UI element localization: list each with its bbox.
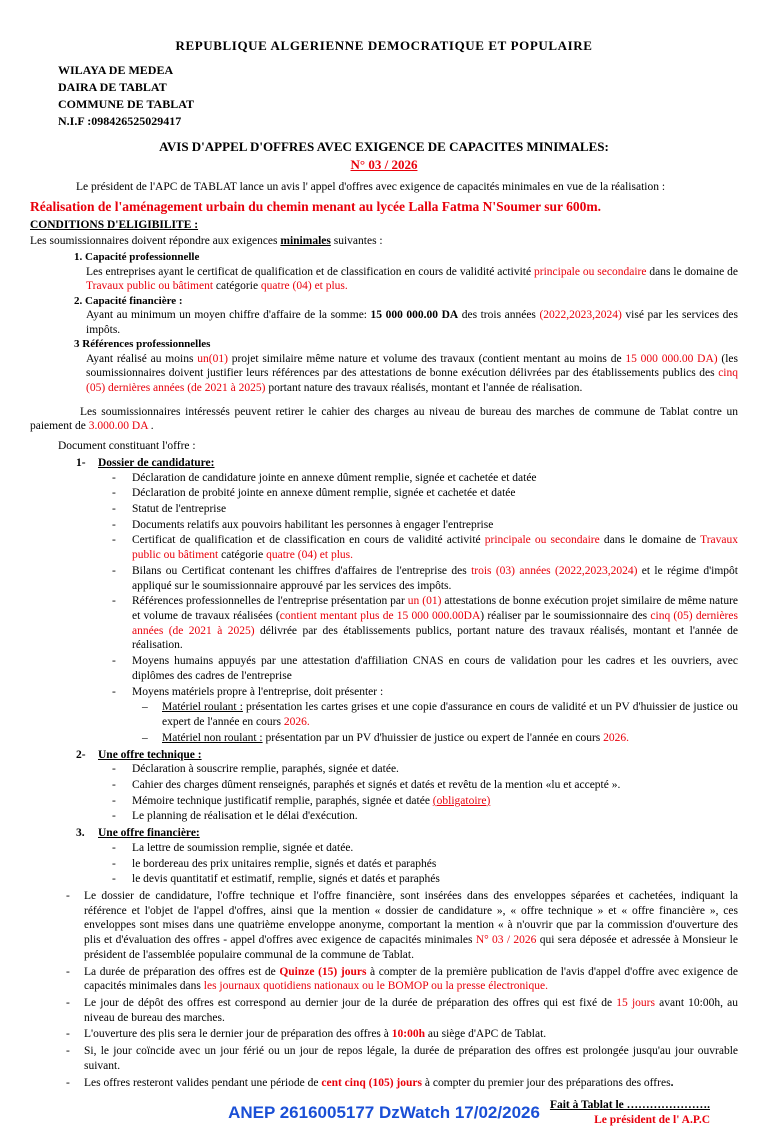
cap-pro-domaine: Travaux public ou bâtiment — [86, 280, 214, 293]
text-run: attestations de bonne exécution projet similaire de même nature et volume de travaux réalisées ( — [132, 595, 739, 623]
text-run: cinq (05) dernières années (de 2021 à 2025) — [132, 610, 738, 637]
text-run: Quinze (15) jours — [279, 965, 367, 978]
section-2-heading — [76, 748, 738, 763]
capacite-financiere-body — [86, 308, 738, 337]
text-run: Références professionnelles de l'entreprise présentation par — [132, 595, 408, 608]
text-run: 10:00h — [391, 1028, 425, 1041]
cap-fin-t3: des trois années — [458, 309, 540, 322]
list-item — [60, 965, 738, 994]
list-item — [60, 996, 738, 1025]
text-run: présentation les cartes grises et une copie d'assurance en cours de validité et un PV d'huissier de justice ou expert de l'année en cours — [162, 701, 738, 729]
list-item — [140, 700, 738, 729]
retrait-cahier-charges — [30, 405, 738, 434]
list-item — [108, 685, 738, 700]
text-run: Matériel non roulant : — [162, 731, 263, 744]
text-run: les journaux quotidiens nationaux ou le BOMOP ou la presse électronique. — [203, 980, 548, 993]
cap-pro-t1: Les entreprises ayant le certificat de qualification et de classification en cours de validité activité — [86, 265, 534, 278]
text-run: catégorie — [218, 549, 267, 562]
text-run: Statut de l'entreprise — [132, 503, 227, 515]
text-run: 10:00h — [688, 997, 721, 1009]
text-run: et le régime d'impôt appliqué sur le soumissionnaire approuvé par les services des impôts. — [132, 564, 738, 592]
text-run: Si, le jour coïncide avec un jour férié ou un jour de repos légale, la durée de préparation des offres est prolongée jusqu'au jour ouvrable suivant. — [84, 1045, 738, 1072]
list-item — [60, 1044, 738, 1073]
text-run: présentation par un PV d'huissier de justice ou expert de l'année en cours — [262, 731, 604, 744]
daira-line: DAIRA DE TABLAT — [58, 79, 167, 94]
closing-list — [60, 889, 738, 1090]
wilaya-line: WILAYA DE MEDEA — [58, 62, 174, 77]
cap-pro-categorie: quatre (04) et plus. — [260, 280, 348, 293]
cap-pro-title: Capacité professionnelle — [85, 251, 200, 264]
text-run: Le dossier de candidature, l'offre technique et l'offre financière, sont insérées dans des enveloppes séparées et cachetées, indiquant la référence et l'objet de l'appel d'offres, ainsi que la mention « dossier de candidature », « offre technique » et « offre financière », ces enveloppes sont mises dans une quatrième enveloppe anonyme, comportant la mention « à n'ouvrir que par la commission d'ouverture des plis et d'évaluation des offres - appel d'offres avec exigence de capacités minimales — [84, 889, 738, 947]
ref-pro-t7: portant nature des travaux réalisés, montant et l'année de réalisation. — [265, 381, 583, 394]
text-run: quatre (04) et plus. — [266, 549, 353, 562]
list-item — [108, 841, 738, 856]
conditions-intro-a: Les soumissionnaires doivent répondre aux exigences — [30, 234, 281, 247]
text-run: Matériel roulant : — [162, 701, 243, 714]
section-2-list — [108, 762, 738, 824]
avis-title: AVIS D'APPEL D'OFFRES AVEC EXIGENCE DE CAPACITES MINIMALES: — [159, 138, 609, 154]
cap-pro-num: 1. — [74, 251, 83, 264]
list-item — [60, 889, 738, 963]
ref-pro-annees: cinq (05) dernières années (de 2021 à 2025) — [86, 367, 738, 394]
list-item — [108, 518, 738, 533]
cap-pro-activite: principale ou secondaire — [534, 265, 647, 278]
text-run: le devis quantitatif et estimatif, remplie, signés et datés et paraphés — [132, 873, 440, 886]
ref-pro-t5: (les soumissionnaires doivent justifier leurs références par des attestations de bonne exécution délivrées par des établissements publics des — [86, 352, 738, 380]
text-run: L'ouverture des plis sera le dernier jour de préparation des offres à — [84, 1028, 392, 1041]
text-run: N° 03 / 2026 — [475, 934, 537, 947]
text-run: La lettre de soumission remplie, signée et datée. — [132, 841, 354, 854]
organization-block — [58, 62, 738, 130]
text-run: Déclaration à souscrire remplie, paraphés, signée et datée. — [132, 763, 399, 776]
list-item — [108, 654, 738, 683]
document-constitutif-label: Document constituant l'offre : — [58, 440, 196, 453]
text-run: Moyens matériels propre à l'entreprise, doit présenter : — [132, 685, 384, 698]
retrait-montant: 3.000.00 DA — [88, 420, 148, 433]
list-item — [108, 794, 738, 809]
cap-fin-t5: visé par les services des impôts. — [86, 309, 738, 336]
ref-pro-t3: projet similaire même nature et volume des travaux (contient mentant au moins de — [227, 352, 626, 365]
ref-pro-montant: 15 000 000.00 DA) — [625, 352, 718, 365]
cap-pro-t5: catégorie — [213, 280, 261, 293]
list-item — [108, 486, 738, 501]
list-item — [108, 502, 738, 517]
list-item — [108, 809, 738, 824]
text-run: à compter de la première publication de l'avis d'appel d'offre avec exigence de capacités minimales dans — [84, 965, 738, 993]
list-item — [108, 872, 738, 887]
list-item — [108, 533, 738, 562]
retrait-t1: Les soumissionnaires intéressés peuvent retirer le cahier des charges au niveau de bureau des marches de commune de Tablat contre un paiement de — [30, 405, 738, 433]
text-run: cent cinq (105) jours — [321, 1076, 422, 1089]
section-1-heading — [76, 456, 738, 471]
avis-number-value: N° 03 / 2026 — [350, 157, 418, 173]
cap-fin-t1: Ayant au minimum un moyen chiffre d'affaire de la somme: — [86, 309, 371, 322]
section-3-num: 3. — [76, 827, 85, 840]
capacite-professionnelle-heading — [74, 250, 738, 264]
cap-fin-num: 2. — [74, 294, 83, 307]
text-run: ) réaliser par le soumissionnaire des — [480, 610, 651, 623]
text-run: Travaux public ou bâtiment — [132, 534, 738, 562]
list-item — [140, 731, 738, 746]
section-3-heading — [76, 826, 738, 841]
text-run: qui sera déposée et adressée à Monsieur le président de l'assemblée populaire communal de la commune de Tablat. — [84, 934, 738, 961]
text-run: délivrée par des établissements publics, portant nature des travaux réalisés, montant et l'année de réalisation. — [132, 624, 738, 652]
list-item — [60, 1076, 738, 1091]
text-run: Cahier des charges dûment renseignés, paraphés et signés et datés et revêtu de la mention «lu et accepté ». — [132, 778, 621, 791]
cap-fin-title: Capacité financière : — [85, 294, 183, 307]
text-run: , au niveau de bureau des marches. — [84, 997, 739, 1024]
section-1-sublist — [140, 700, 738, 745]
section-2-title: Une offre technique : — [98, 748, 202, 761]
text-run: Documents relatifs aux pouvoirs habilitant les personnes à engager l'entreprise — [132, 518, 494, 531]
text-run: Certificat de qualification et de classification en cours de validité activité — [132, 534, 485, 547]
text-run: un (01) — [407, 595, 442, 608]
cap-fin-annees: (2022,2023,2024) — [539, 309, 622, 322]
text-run: Le jour de dépôt des offres est correspond au dernier jour de la durée de préparation des offres qui est fixé de — [84, 997, 617, 1009]
intro-paragraph: Le président de l'APC de TABLAT lance un avis l' appel d'offres avec exigence de capacités minimales en vue de la réalisation : — [76, 181, 666, 193]
conditions-intro-minimales: minimales — [280, 234, 331, 247]
ref-pro-nombre: un(01) — [197, 352, 228, 365]
text-run: contient mentant plus de 15 000 000.00DA — [279, 610, 481, 623]
cap-fin-montant: 15 000 000.00 DA — [370, 309, 459, 322]
text-run: Les offres resteront valides pendant une période de — [84, 1076, 322, 1089]
text-run: à compter du premier jour des préparations des offres — [422, 1076, 671, 1089]
text-run: La durée de préparation des offres est de — [84, 965, 280, 978]
text-run: (obligatoire) — [432, 794, 491, 807]
list-item — [108, 778, 738, 793]
page-title: REPUBLIQUE ALGERIENNE DEMOCRATIQUE ET POPULAIRE — [175, 38, 593, 53]
text-run: Moyens humains appuyés par une attestation d'affiliation CNAS en cours de validation pour les cadres et les ouvriers, avec diplômes des cadres de l'entreprise — [132, 655, 738, 682]
references-professionnelles-body — [86, 352, 738, 396]
text-run: Déclaration de candidature jointe en annexe dûment remplie, signée et cachetée et datée — [132, 471, 537, 484]
section-1-title: Dossier de candidature: — [98, 456, 215, 469]
conditions-intro-c: suivantes : — [330, 234, 383, 247]
text-run: Déclaration de probité jointe en annexe dûment remplie, signée et cachetée et datée — [132, 487, 516, 500]
list-item — [108, 471, 738, 486]
capacite-professionnelle-body — [86, 265, 738, 294]
text-run: trois (03) années (2022,2023,2024) — [471, 564, 638, 577]
text-run: Bilans ou Certificat contenant les chiffres d'affaires de l'entreprise des — [132, 564, 472, 577]
text-run: 2026. — [603, 731, 630, 744]
conditions-heading: CONDITIONS D'ELIGIBILITE : — [30, 218, 199, 231]
capacite-financiere-heading — [74, 294, 738, 308]
list-item — [60, 1027, 738, 1042]
avis-number — [30, 157, 738, 174]
text-run: le bordereau des prix unitaires remplie, signés et datés et paraphés — [132, 857, 437, 870]
section-2-num: 2- — [76, 748, 86, 761]
retrait-t3: . — [147, 420, 154, 433]
section-1-num: 1- — [76, 456, 86, 469]
signature-place-date: Fait à Tablat le …………………. — [549, 1099, 710, 1112]
commune-line: COMMUNE DE TABLAT — [58, 96, 195, 111]
project-title: Réalisation de l'aménagement urbain du chemin menant au lycée Lalla Fatma N'Soumer sur 600m. — [30, 198, 601, 214]
section-3-list — [108, 841, 738, 887]
text-run: dans le domaine de — [599, 534, 701, 547]
ref-pro-num: 3 — [74, 338, 80, 351]
signature-title: Le président de l' A.P.C — [594, 1114, 710, 1127]
list-item — [108, 762, 738, 777]
text-run: principale ou secondaire — [484, 534, 600, 547]
text-run: . — [670, 1076, 674, 1089]
text-run: 15 jours — [616, 997, 655, 1009]
text-run: avant — [654, 997, 689, 1009]
nif-line: N.I.F :098426525029417 — [58, 113, 182, 128]
anep-footer: ANEP 2616005177 DzWatch 17/02/2026 — [228, 1103, 540, 1123]
section-1-list — [108, 471, 738, 700]
text-run: Mémoire technique justificatif remplie, paraphés, signée et datée — [132, 794, 433, 807]
text-run: 2026. — [283, 716, 310, 729]
list-item — [108, 564, 738, 593]
references-professionnelles-heading — [74, 337, 738, 351]
section-3-title: Une offre financière: — [98, 827, 200, 840]
ref-pro-t1: Ayant réalisé au moins — [86, 352, 198, 365]
list-item — [108, 857, 738, 872]
text-run: Le planning de réalisation et le délai d'exécution. — [132, 810, 358, 823]
cap-pro-t3: dans le domaine de — [646, 265, 738, 278]
ref-pro-title: Références professionnelles — [82, 338, 211, 351]
text-run: au siège d'APC de Tablat. — [425, 1028, 547, 1041]
conditions-intro — [30, 234, 738, 249]
list-item — [108, 594, 738, 653]
